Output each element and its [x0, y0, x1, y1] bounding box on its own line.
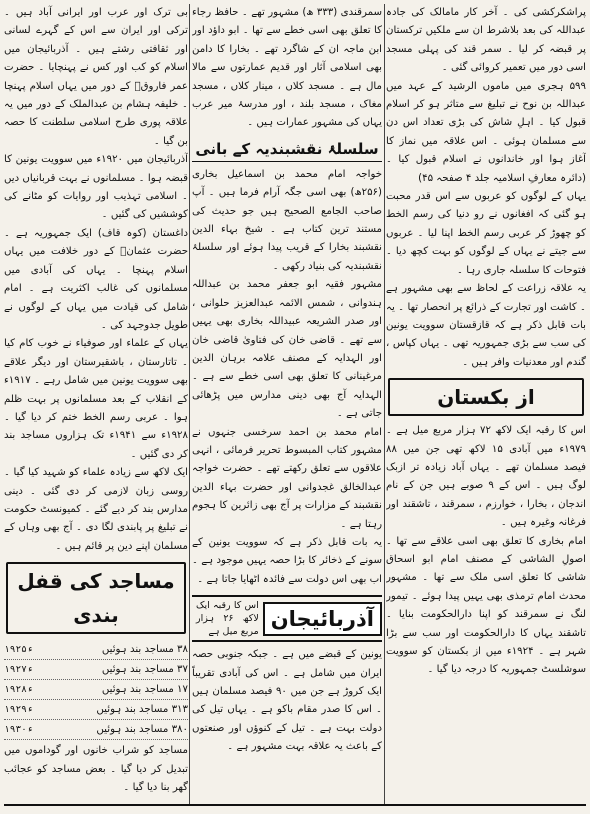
paragraph: آذربائیجان میں ۱۹۲۰ء میں سوویت یونین کا قبضہ ہوا ۔ مسلمانوں نے بہت قربانیاں دیں ۔ اسلامی تہذیب اور روایات کو مٹانے کی کوششیں کی گئیں ۔ — [4, 154, 188, 221]
paragraph: بی ترک اور عرب اور ایرانی آباد ہیں ۔ ترکی اور ایران سے اس کے گہرے لسانی اور ثقافتی رشتے ہیں ۔ آذربائیجان میں اسلام کو کب اور کس نے پہنچایا ۔ حضرت عمر فاروقؓ کے دور میں یہاں اسلام پہنچا ۔ خلیفہ ہشام بن عبدالملک کے دور میں یہ علاقہ پوری طرح اسلامی سلطنت کا حصہ بن گیا ۔ — [4, 7, 188, 147]
list-item — [4, 640, 188, 660]
section-heading-azerbaijan: آذربائیجان — [263, 602, 382, 636]
page-footer-rule — [4, 804, 586, 812]
list-item-count: ۳۱۳ مساجد بند ہوئیں — [96, 704, 188, 716]
list-item — [4, 660, 188, 680]
list-item-year: ۱۹۲۷ء — [4, 664, 33, 676]
paragraph: امام بخاری کا تعلق بھی اسی علاقے سے تھا ۔ اصولِ الشاشی کے مصنف امام ابو اسحاق شاشی کا تعلق اسی ملک سے تھا ۔ مشہور محدث امام ترمذی بھی یہیں پیدا ہوئے ۔ تیمور لنگ نے سمرقند کو اپنا دارالحکومت بنایا ۔ تاشقند یہاں کا دارالحکومت اور سب سے بڑا شہر ہے ۔ ۱۹۲۴ء میں از بکستان کو سوویت سوشلسٹ جمہوریہ کا درجہ دیا گیا ۔ — [386, 535, 586, 676]
column-middle — [192, 4, 382, 804]
paragraph: یہ بات قابل ذکر ہے کہ سوویت یونین کے سونے کے ذخائر کا بڑا حصہ یہیں موجود ہے ۔ اب بھی اس دولت سے فائدہ اٹھایا جاتا ہے ۔ — [192, 536, 382, 585]
paragraph: سمرقندی (۳۳۳ ھ) مشہور تھے ۔ حافظ رجاء کا تعلق بھی اسی خطے سے تھا ۔ ابو داؤد اور ابن ماجہ ان کے شاگرد تھے ۔ بخارا کا دامن بھی اسلامی آثار اور قدیم عمارتوں سے مالا مال ہے ۔ مسجد کلاں ، مینار کلاں ، مسجد مغاک ، مسجد بلند ، اور مدرسۂ میر عرب یہاں کی مشہور عمارات ہیں ۔ — [192, 7, 382, 129]
paragraph: ایک لاکھ سے زیادہ علماء کو شہید کیا گیا ۔ روسی زبان لازمی کر دی گئی ۔ دینی مدارس بند کر دیے گئے ۔ کمیونسٹ حکومت نے تبلیغ پر پابندی لگا دی ۔ آج بھی وہاں کے مسلمان اپنے دین پر قائم ہیں ۔ — [4, 467, 188, 552]
list-item — [4, 680, 188, 700]
paragraph: امام محمد بن احمد سرخسی جنہوں نے مشہور کتاب المبسوط تحریر فرمائی ، انہی علاقوں سے تعلق رکھتے تھے ۔ حضرت خواجہ عبدالخالق غجدوانی اور حضرت بہاء الدین نقشبند کے مزارات پر آج بھی زائرین کا ہجوم رہتا ہے ۔ — [192, 426, 382, 530]
mosque-closure-list — [4, 640, 188, 740]
paragraph: پراشکرکشی کی ۔ آخر کار مامالک کی جادہ عبداللہ کی بعد بلاشرط ان سے ملکیں ترکستان پر قبضہ کر لیا ۔ سمر قند کی پہلی مسجد اسی دور میں تعمیر کروائی گئی ۔ — [386, 7, 586, 74]
section-heading-naqshbandi: سلسلۂ نقشبندیہ کے بانی — [192, 137, 382, 162]
list-item-count: ۳۷ مساجد بند ہوئیں — [101, 664, 188, 676]
section-subtitle: اس کا رقبہ ایک لاکھ ۲۶ ہزار مربع میل ہے — [196, 600, 259, 638]
list-item-count: ۱۷ مساجد بند ہوئیں — [101, 684, 188, 696]
paragraph: داغستان (کوہ قاف) ایک جمہوریہ ہے ۔ حضرت عثمانؓ کے دور خلافت میں یہاں اسلام پہنچا ۔ یہاں کی آبادی میں مسلمانوں کی غالب اکثریت ہے ۔ امام شامل کی قیادت میں یہاں کے لوگوں نے طویل جدوجہد کی ۔ — [4, 227, 188, 331]
list-item-year: ۱۹۲۵ء — [4, 644, 33, 656]
list-item-year: ۱۹۲۹ء — [4, 704, 33, 716]
paragraph: ۵۹۹ ہجری میں ماموں الرشید کے عہد میں عبداللہ بن نوح نے تبلیغ سے متاثر ہو کر اسلام قبول کیا ۔ اہلِ شاش کی بڑی تعداد اس دن سے مسلمان ہوئی ۔ اس علاقہ میں نماز کا آغاز ہوا اور خاندانوں نے اسلام قبول کیا ۔ (دائرہ معارفِ اسلامیہ جلد ۴ صفحہ ۴۵) — [386, 80, 586, 184]
paragraph: یونین کے قبضے میں ہے ۔ جبکہ جنوبی حصہ ایران میں شامل ہے ۔ اس کی آبادی تقریباً ایک کروڑ ہے جن میں ۹۰ فیصد مسلمان ہیں ۔ اس کا صدر مقام باکو ہے ۔ یہاں تیل کی دولت بہت ہے ۔ تیل کے کنوؤں اور صنعتوں کے باعث یہ علاقہ بہت مشہور ہے ۔ — [192, 649, 382, 753]
column-divider — [189, 4, 190, 804]
paragraph: یہاں کے لوگوں کو عربوں سے اس قدر محبت ہو گئی کہ افغانوں نے رو دنیا کی رسم الخط کو چھوڑ کر عربی رسم الخط اپنا لیا ۔ عربوں سے جیتے نے یہاں کے لوگوں کو بہت کچھ دیا ۔ فتوحات کا سلسلہ جاری رہا ۔ — [386, 191, 586, 276]
section-heading-uzbekistan: از بکستان — [388, 378, 584, 416]
column-left — [4, 4, 188, 804]
paragraph: مساجد کو شراب خانوں اور گوداموں میں تبدیل کر دیا گیا ۔ بعض مساجد کو عجائب گھر بنا دیا گیا ۔ — [4, 745, 188, 793]
list-item — [4, 700, 188, 720]
column-right — [386, 4, 586, 804]
column-divider — [384, 4, 385, 804]
section-heading-mosque-closures: مساجد کی قفل بندی — [6, 562, 186, 634]
list-item-count: ۳۸۰ مساجد بند ہوئیں — [96, 724, 188, 736]
paragraph: خواجہ امام محمد بن اسماعیل بخاری (۲۵۶ھ) بھی اسی جگہ آرام فرما ہیں ۔ آپ صاحب الجامع الصحیح ہیں جو حدیث کی مستند ترین کتاب ہے ۔ شیخ بہاء الدین نقشبند بخارا کے قریب پیدا ہوئے اور سلسلۂ نقشبندیہ کی بنیاد رکھی ۔ — [192, 168, 382, 272]
paragraph: یہ علاقہ زراعت کے لحاظ سے بھی مشہور ہے ۔ کاشت اور تجارت کے ذرائع پر انحصار تھا ۔ یہ بات قابل ذکر ہے کہ قازقستان سوویت یونین کی سب سے بڑی جمہوریہ تھی ۔ یہاں کپاس ، گندم اور معدنیات وافر ہیں ۔ — [386, 283, 586, 368]
list-item — [4, 720, 188, 740]
paragraph: مشہور فقیہ ابو جعفر محمد بن عبداللہ ہندوانی ، شمس الائمہ عبدالعزیز حلوانی ، اور صدر الشریعہ عبیداللہ بخاری بھی یہیں سے تھے ۔ قاضی خان کی فتاویٰ قاضی خان اور الہدایہ کے مصنف علامہ برہان الدین مرغینانی کا تعلق بھی اسی خطے سے ہے ۔ الہدایہ آج بھی دینی مدارس میں پڑھائی جاتی ہے ۔ — [192, 279, 382, 420]
list-item-year: ۱۹۲۸ء — [4, 684, 33, 696]
section-heading-azerbaijan-box — [192, 595, 382, 642]
list-item-count: ۳۸ مساجد بند ہوئیں — [101, 644, 188, 656]
list-item-year: ۱۹۳۰ء — [4, 724, 33, 736]
paragraph: اس کا رقبہ ایک لاکھ ۷۲ ہزار مربع میل ہے ۔ ۱۹۷۹ء میں آبادی ۱۵ لاکھ تھی جن میں ۸۸ فیصد مسلمان تھے ۔ یہاں آباد زیادہ تر ازبک لوگ ہیں ۔ اس کے ۹ صوبے ہیں جن کے نام اندجان ، بخارا ، خوارزم ، سمرقند ، تاشقند اور فرغانہ وغیرہ ہیں ۔ — [386, 425, 586, 529]
paragraph: یہاں کے علماء اور صوفیاء نے خوب کام کیا ۔ تاتارستان ، باشقیرستان اور دیگر علاقے بھی سوویت یونین میں شامل رہے ۔ ۱۹۱۷ء کے انقلاب کے بعد مسلمانوں پر بہت ظلم ہوا ۔ عربی رسم الخط ختم کر دیا گیا ۔ ۱۹۲۸ء سے ۱۹۴۱ء تک ہزاروں مساجد بند کر دی گئیں ۔ — [4, 338, 188, 460]
